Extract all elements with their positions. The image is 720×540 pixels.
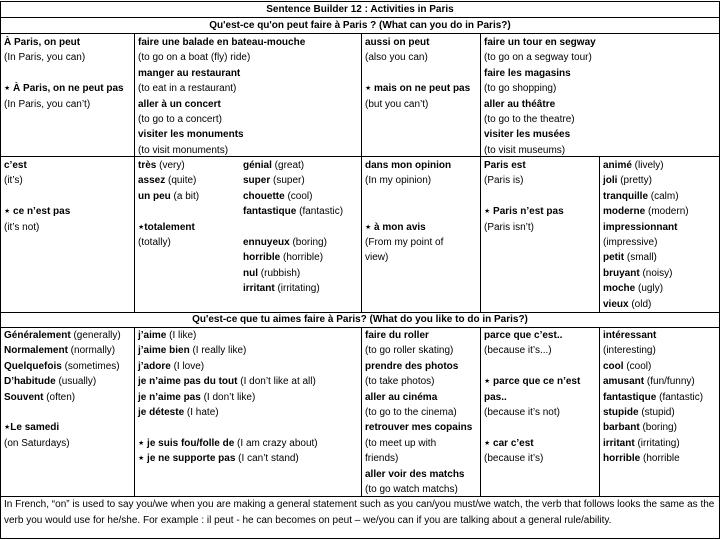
cell-line: [603, 405, 703, 420]
phrase-french: impressionnant: [603, 221, 678, 233]
phrase-english: (to go watch matchs): [365, 484, 458, 496]
phrase-english: view): [365, 252, 389, 264]
phrase-french: pas..: [484, 391, 507, 403]
phrase-english: (In Paris, you can’t): [4, 98, 91, 110]
cell-line: [365, 359, 472, 374]
cell-line: [603, 297, 689, 312]
cell-line: [138, 220, 199, 235]
page-title: Sentence Builder 12 : Activities in Paris: [266, 4, 454, 15]
phrase-french: génial: [243, 160, 272, 171]
cell-line: [138, 127, 305, 142]
phrase-french: petit: [603, 252, 625, 264]
cell-line: [603, 359, 703, 374]
phrase-french: chouette: [243, 190, 285, 202]
divider-s2-c: [480, 156, 481, 312]
phrase-french: faire les magasins: [484, 67, 571, 79]
phrase-english: (it’s not): [4, 221, 40, 233]
cell-line: [603, 420, 703, 435]
cell-line: [484, 143, 596, 158]
phrase-french: j’aime bien: [138, 345, 190, 357]
phrase-english: (because it’s...): [484, 345, 552, 357]
phrase-french: dans mon opinion: [365, 160, 452, 171]
phrase-english: (to visit monuments): [138, 144, 229, 156]
phrase-english: (cool): [623, 360, 652, 372]
cell-line: [484, 343, 580, 358]
s3-col-activities: [365, 328, 472, 497]
cell-line: [243, 158, 343, 173]
cell-line: [484, 81, 596, 96]
divider-s2-d: [599, 156, 600, 312]
cell-line: [484, 405, 580, 420]
phrase-english: (generally): [70, 330, 121, 341]
phrase-french: Quelquefois: [4, 360, 62, 372]
s3-col-adjectives: [603, 328, 703, 467]
cell-line: [365, 328, 472, 343]
cell-line: [603, 281, 689, 296]
line-left: [0, 1, 1, 538]
cell-line: [4, 328, 121, 343]
phrase-french: barbant: [603, 422, 640, 434]
divider-s3-a: [134, 327, 135, 496]
s1-col-activities-a: [138, 35, 305, 158]
cell-line: [138, 66, 305, 81]
cell-line: [4, 97, 124, 112]
s2-col-adjectives: [243, 158, 343, 297]
phrase-english: (to go roller skating): [365, 345, 454, 357]
s1-col-connector: [365, 35, 470, 112]
phrase-english: (super): [270, 175, 305, 187]
cell-line: [4, 35, 124, 50]
cell-line: [484, 35, 596, 50]
phrase-french: ⋆ À Paris, on ne peut pas: [4, 83, 124, 95]
cell-line: [4, 359, 121, 374]
cell-line: [138, 420, 318, 435]
cell-line: [365, 250, 451, 265]
cell-line: [365, 467, 472, 482]
divider-s2-b: [361, 156, 362, 312]
cell-line: [4, 173, 70, 188]
phrase-english: (fantastic): [656, 391, 704, 403]
phrase-english: (horrible: [640, 453, 680, 465]
cell-line: [365, 390, 472, 405]
question-what-do-you-like: Qu'est-ce que tu aimes faire à Paris? (What do you like to do in Paris?): [192, 314, 528, 325]
phrase-french: ⋆ car c’est: [484, 437, 534, 449]
phrase-english: (I am crazy about): [234, 437, 318, 449]
phrase-french: un peu: [138, 190, 171, 202]
phrase-french: animé: [603, 160, 632, 171]
divider-s2-a: [134, 156, 135, 312]
phrase-french: j’aime: [138, 330, 167, 341]
line-section2: [0, 156, 720, 157]
phrase-french: aller voir des matchs: [365, 468, 465, 480]
divider-s3-c: [480, 327, 481, 496]
cell-line: [484, 173, 564, 188]
phrase-english: (boring): [289, 237, 327, 249]
phrase-english: (cool): [284, 190, 313, 202]
phrase-french: ⋆ ce n’est pas: [4, 206, 71, 218]
phrase-french: nul: [243, 267, 258, 279]
cell-line: [4, 50, 124, 65]
cell-line: [484, 158, 564, 173]
phrase-french: parce que c’est..: [484, 330, 563, 341]
phrase-english: (but you can’t): [365, 98, 429, 110]
cell-line: [138, 112, 305, 127]
cell-line: [138, 97, 305, 112]
cell-line: [138, 81, 305, 96]
phrase-french: super: [243, 175, 271, 187]
cell-line: [603, 436, 703, 451]
cell-line: [484, 204, 564, 219]
phrase-french: très: [138, 160, 157, 171]
cell-line: [365, 482, 472, 497]
phrase-french: aussi on peut: [365, 37, 430, 48]
cell-line: [4, 405, 121, 420]
cell-line: [138, 235, 199, 250]
phrase-french: visiter les musées: [484, 129, 571, 141]
phrase-french: intéressant: [603, 330, 657, 341]
cell-line: [603, 266, 689, 281]
phrase-french: fantastique: [243, 206, 297, 218]
cell-line: [138, 143, 305, 158]
phrase-french: horrible: [243, 252, 281, 264]
divider-s3-d: [599, 327, 600, 496]
phrase-english: (usually): [55, 376, 97, 388]
phrase-english: (fun/funny): [644, 376, 695, 388]
phrase-english: (I hate): [184, 407, 219, 419]
phrase-english: (also you can): [365, 52, 428, 64]
cell-line: [4, 158, 70, 173]
phrase-english: (noisy): [639, 267, 673, 279]
cell-line: [243, 235, 343, 250]
cell-line: [484, 220, 564, 235]
phrase-french: irritant: [243, 283, 275, 295]
phrase-french: aller au théâtre: [484, 98, 556, 110]
s2-col-paris-adjectives: [603, 158, 689, 312]
phrase-french: faire du roller: [365, 330, 429, 341]
phrase-french: tranquille: [603, 190, 649, 202]
phrase-english: (Paris isn’t): [484, 221, 535, 233]
phrase-english: (to go to the cinema): [365, 407, 457, 419]
phrase-french: stupide: [603, 407, 639, 419]
cell-line: [603, 220, 689, 235]
cell-line: [484, 390, 580, 405]
cell-line: [603, 343, 703, 358]
divider-s3-b: [361, 327, 362, 496]
cell-line: [4, 204, 70, 219]
phrase-french: Souvent: [4, 391, 44, 403]
phrase-french: je déteste: [138, 407, 185, 419]
cell-line: [243, 204, 343, 219]
phrase-french: Paris est: [484, 160, 526, 171]
phrase-english: friends): [365, 453, 399, 465]
s2-col-cest: [4, 158, 70, 235]
phrase-french: Normalement: [4, 345, 68, 357]
cell-line: [243, 189, 343, 204]
divider-s1-c: [480, 33, 481, 156]
phrase-english: (a bit): [170, 190, 200, 202]
phrase-english: (because it’s not): [484, 407, 560, 419]
cell-line: [138, 405, 318, 420]
s2-col-intensifiers: [138, 158, 199, 250]
cell-line: [365, 420, 472, 435]
phrase-english: (I can’t stand): [235, 453, 299, 465]
cell-line: [138, 374, 318, 389]
cell-line: [603, 250, 689, 265]
cell-line: [484, 436, 580, 451]
s2-col-paris-est: [484, 158, 564, 235]
cell-line: [603, 189, 689, 204]
cell-line: [138, 173, 199, 188]
cell-line: [484, 66, 596, 81]
phrase-english: (normally): [67, 345, 116, 357]
cell-line: [603, 390, 703, 405]
phrase-english: (boring): [639, 422, 677, 434]
cell-line: [138, 328, 318, 343]
phrase-english: (sometimes): [61, 360, 120, 372]
phrase-french: ⋆ mais on ne peut pas: [365, 83, 471, 95]
cell-line: [365, 66, 470, 81]
phrase-french: moche: [603, 283, 636, 295]
cell-line: [603, 374, 703, 389]
phrase-english: (to visit museums): [484, 144, 566, 156]
phrase-english: (calm): [648, 190, 679, 202]
cell-line: [243, 250, 343, 265]
cell-line: [365, 173, 451, 188]
cell-line: [365, 220, 451, 235]
cell-line: [365, 405, 472, 420]
phrase-english: (I don’t like): [200, 391, 256, 403]
phrase-french: cool: [603, 360, 624, 372]
cell-line: [4, 81, 124, 96]
phrase-english: (lively): [631, 160, 664, 171]
cell-line: [603, 451, 703, 466]
cell-line: [484, 374, 580, 389]
phrase-french: visiter les monuments: [138, 129, 244, 141]
cell-line: [484, 189, 564, 204]
phrase-english: (I don’t like at all): [237, 376, 316, 388]
phrase-french: assez: [138, 175, 166, 187]
phrase-english: (to go to the theatre): [484, 114, 575, 126]
phrase-english: (very): [156, 160, 185, 171]
footer-note: In French, “on” is used to say you/we when you are making a general statement such as you can/you must/we watch, the verb that follows looks the same as the verb you would use for he/she. For example : il peut - he can becomes on peut – we/you can if you are talking about a general rule/ability.: [4, 499, 715, 526]
cell-line: [365, 374, 472, 389]
phrase-english: (quite): [165, 175, 197, 187]
cell-line: [365, 235, 451, 250]
cell-line: [365, 451, 472, 466]
cell-line: [243, 266, 343, 281]
phrase-french: D’habitude: [4, 376, 56, 388]
phrase-english: (From my point of: [365, 237, 444, 249]
phrase-english: (ugly): [635, 283, 664, 295]
cell-line: [138, 359, 318, 374]
phrase-french: ⋆ à mon avis: [365, 221, 426, 233]
phrase-english: (small): [624, 252, 657, 264]
phrase-english: (I really like): [189, 345, 247, 357]
phrase-french: je n’aime pas: [138, 391, 201, 403]
cell-line: [603, 158, 689, 173]
cell-line: [484, 50, 596, 65]
phrase-english: (Paris is): [484, 175, 524, 187]
phrase-english: (to go shopping): [484, 83, 557, 95]
cell-line: [4, 66, 124, 81]
phrase-french: manger au restaurant: [138, 67, 241, 79]
cell-line: [4, 220, 70, 235]
cell-line: [138, 390, 318, 405]
s1-col-activities-b: [484, 35, 596, 158]
phrase-english: (old): [628, 298, 652, 310]
phrase-french: faire un tour en segway: [484, 37, 596, 48]
phrase-english: (horrible): [280, 252, 324, 264]
phrase-french: aller à un concert: [138, 98, 221, 110]
phrase-english: (great): [271, 160, 305, 171]
phrase-french: j’adore: [138, 360, 171, 372]
phrase-english: (In my opinion): [365, 175, 432, 187]
s3-col-because: [484, 328, 580, 467]
cell-line: [138, 158, 199, 173]
cell-line: [138, 50, 305, 65]
cell-line: [365, 436, 472, 451]
phrase-english: (pretty): [617, 175, 652, 187]
cell-line: [603, 204, 689, 219]
cell-line: [365, 158, 451, 173]
phrase-french: Généralement: [4, 330, 71, 341]
phrase-french: ⋆totalement: [138, 221, 195, 233]
phrase-english: (to eat in a restaurant): [138, 83, 237, 95]
phrase-french: irritant: [603, 437, 635, 449]
cell-line: [138, 451, 318, 466]
cell-line: [484, 420, 580, 435]
cell-line: [484, 112, 596, 127]
phrase-english: (rubbish): [258, 267, 301, 279]
phrase-french: c’est: [4, 160, 27, 171]
phrase-english: (fantastic): [296, 206, 344, 218]
phrase-english: (to go to a concert): [138, 114, 222, 126]
cell-line: [484, 328, 580, 343]
question-what-can-you-do: Qu'est-ce qu'on peut faire à Paris ? (What can you do in Paris?): [209, 20, 511, 31]
phrase-french: ⋆Le samedi: [4, 422, 60, 434]
cell-line: [484, 359, 580, 374]
s1-col-opener: [4, 35, 124, 112]
phrase-english: (often): [43, 391, 76, 403]
phrase-french: moderne: [603, 206, 646, 218]
phrase-english: (to go on a segway tour): [484, 52, 592, 64]
cell-line: [365, 35, 470, 50]
phrase-english: (In Paris, you can): [4, 52, 86, 64]
cell-line: [4, 390, 121, 405]
cell-line: [365, 81, 470, 96]
phrase-english: (I love): [170, 360, 205, 372]
phrase-english: (interesting): [603, 345, 656, 357]
phrase-french: bruyant: [603, 267, 640, 279]
cell-line: [4, 374, 121, 389]
phrase-french: ⋆ je ne supporte pas: [138, 453, 236, 465]
cell-line: [603, 328, 703, 343]
phrase-english: (impressive): [603, 237, 658, 249]
phrase-french: ⋆ je suis fou/folle de: [138, 437, 235, 449]
cell-line: [484, 127, 596, 142]
s3-col-frequency: [4, 328, 121, 451]
line-bottom: [0, 538, 720, 539]
divider-s1-b: [361, 33, 362, 156]
divider-s1-a: [134, 33, 135, 156]
phrase-french: joli: [603, 175, 618, 187]
phrase-french: horrible: [603, 453, 641, 465]
cell-line: [138, 189, 199, 204]
cell-line: [243, 220, 343, 235]
phrase-english: (to meet up with: [365, 437, 437, 449]
phrase-french: aller au cinéma: [365, 391, 438, 403]
cell-line: [365, 50, 470, 65]
phrase-french: ⋆ Paris n’est pas: [484, 206, 564, 218]
cell-line: [4, 343, 121, 358]
phrase-english: (it’s): [4, 175, 23, 187]
phrase-french: vieux: [603, 298, 629, 310]
phrase-french: ennuyeux: [243, 237, 290, 249]
phrase-french: fantastique: [603, 391, 657, 403]
phrase-english: (irritating): [274, 283, 320, 295]
cell-line: [4, 420, 121, 435]
cell-line: [243, 281, 343, 296]
cell-line: [138, 204, 199, 219]
cell-line: [365, 189, 451, 204]
cell-line: [365, 97, 470, 112]
phrase-french: je n’aime pas du tout: [138, 376, 238, 388]
cell-line: [138, 35, 305, 50]
s2-col-opinion: [365, 158, 451, 266]
phrase-french: retrouver mes copains: [365, 422, 473, 434]
phrase-french: À Paris, on peut: [4, 37, 81, 48]
phrase-english: (totally): [138, 237, 171, 249]
cell-line: [4, 189, 70, 204]
cell-line: [4, 436, 121, 451]
phrase-english: (to take photos): [365, 376, 435, 388]
cell-line: [365, 204, 451, 219]
phrase-french: ⋆ parce que ce n’est: [484, 376, 581, 388]
phrase-french: prendre des photos: [365, 360, 459, 372]
cell-line: [484, 451, 580, 466]
cell-line: [603, 235, 689, 250]
cell-line: [484, 97, 596, 112]
cell-line: [138, 343, 318, 358]
phrase-english: (stupid): [638, 407, 675, 419]
cell-line: [365, 343, 472, 358]
phrase-english: (because it’s): [484, 453, 544, 465]
cell-line: [138, 436, 318, 451]
phrase-french: amusant: [603, 376, 645, 388]
phrase-french: faire une balade en bateau-mouche: [138, 37, 306, 48]
phrase-english: (I like): [166, 330, 197, 341]
phrase-english: (to go on a boat (fly) ride): [138, 52, 251, 64]
cell-line: [243, 173, 343, 188]
s3-col-likes: [138, 328, 318, 467]
phrase-english: (on Saturdays): [4, 437, 70, 449]
cell-line: [603, 173, 689, 188]
phrase-english: (modern): [645, 206, 689, 218]
phrase-english: (irritating): [634, 437, 680, 449]
